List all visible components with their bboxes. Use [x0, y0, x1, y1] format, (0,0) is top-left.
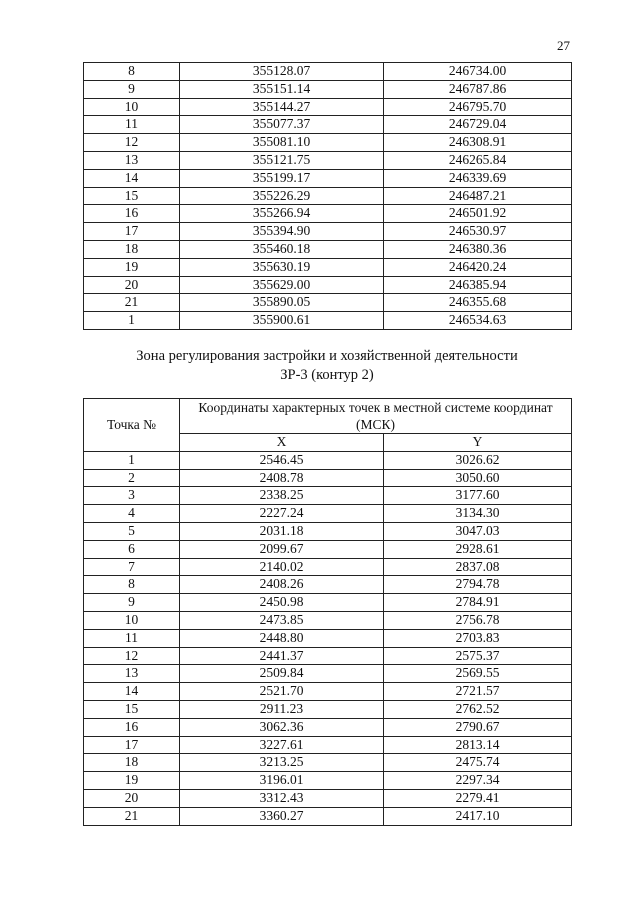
x-coordinate-cell: 2473.85 — [180, 611, 384, 629]
point-number-cell: 11 — [84, 116, 180, 134]
table-row — [84, 594, 572, 612]
y-coordinate-cell: 2928.61 — [384, 540, 572, 558]
y-coordinate-cell: 246501.92 — [384, 205, 572, 223]
x-column-header: X — [180, 434, 384, 452]
y-coordinate-cell: 246308.91 — [384, 134, 572, 152]
y-coordinate-cell: 2756.78 — [384, 611, 572, 629]
point-number-cell: 8 — [84, 63, 180, 81]
table-row — [84, 807, 572, 825]
y-coordinate-cell: 246787.86 — [384, 80, 572, 98]
table-row — [84, 134, 572, 152]
table-row — [84, 522, 572, 540]
y-coordinate-cell: 2790.67 — [384, 718, 572, 736]
point-number-cell: 16 — [84, 205, 180, 223]
point-number-cell: 19 — [84, 772, 180, 790]
x-coordinate-cell: 3227.61 — [180, 736, 384, 754]
point-number-cell: 20 — [84, 789, 180, 807]
x-coordinate-cell: 3196.01 — [180, 772, 384, 790]
table-row — [84, 505, 572, 523]
y-coordinate-cell: 246487.21 — [384, 187, 572, 205]
y-coordinate-cell: 3026.62 — [384, 451, 572, 469]
point-number-cell: 2 — [84, 469, 180, 487]
y-coordinate-cell: 2475.74 — [384, 754, 572, 772]
y-coordinate-cell: 246385.94 — [384, 276, 572, 294]
table-row — [84, 116, 572, 134]
table-row — [84, 80, 572, 98]
y-coordinate-cell: 2417.10 — [384, 807, 572, 825]
point-number-cell: 14 — [84, 683, 180, 701]
y-coordinate-cell: 246534.63 — [384, 312, 572, 330]
y-coordinate-cell: 2837.08 — [384, 558, 572, 576]
x-coordinate-cell: 3213.25 — [180, 754, 384, 772]
x-coordinate-cell: 2031.18 — [180, 522, 384, 540]
table-row — [84, 63, 572, 81]
table-row — [84, 665, 572, 683]
point-number-cell: 21 — [84, 807, 180, 825]
table-row — [84, 258, 572, 276]
table-row — [84, 312, 572, 330]
point-number-cell: 15 — [84, 187, 180, 205]
x-coordinate-cell: 3360.27 — [180, 807, 384, 825]
section-title-line2: ЗР-3 (контур 2) — [280, 367, 374, 383]
y-coordinate-cell: 246795.70 — [384, 98, 572, 116]
y-coordinate-cell: 2794.78 — [384, 576, 572, 594]
x-coordinate-cell: 355629.00 — [180, 276, 384, 294]
y-coordinate-cell: 2784.91 — [384, 594, 572, 612]
point-number-cell: 7 — [84, 558, 180, 576]
point-number-cell: 21 — [84, 294, 180, 312]
point-number-cell: 17 — [84, 736, 180, 754]
table-row — [84, 240, 572, 258]
point-number-cell: 8 — [84, 576, 180, 594]
y-coordinate-cell: 2721.57 — [384, 683, 572, 701]
point-number-cell: 1 — [84, 312, 180, 330]
section-caption — [83, 347, 571, 385]
x-coordinate-cell: 2546.45 — [180, 451, 384, 469]
section-title-line1: Зона регулирования застройки и хозяйственной деятельности — [136, 348, 518, 364]
y-coordinate-cell: 3134.30 — [384, 505, 572, 523]
x-coordinate-cell: 3062.36 — [180, 718, 384, 736]
x-coordinate-cell: 355199.17 — [180, 169, 384, 187]
x-coordinate-cell: 355128.07 — [180, 63, 384, 81]
table-row — [84, 611, 572, 629]
x-coordinate-cell: 355394.90 — [180, 223, 384, 241]
x-coordinate-cell: 355151.14 — [180, 80, 384, 98]
y-coordinate-cell: 246339.69 — [384, 169, 572, 187]
point-number-cell: 6 — [84, 540, 180, 558]
table-row — [84, 683, 572, 701]
table-row — [84, 736, 572, 754]
table2-header — [84, 399, 572, 452]
point-number-cell: 13 — [84, 151, 180, 169]
y-coordinate-cell: 2569.55 — [384, 665, 572, 683]
y-coordinate-cell: 2297.34 — [384, 772, 572, 790]
y-coordinate-cell: 246420.24 — [384, 258, 572, 276]
table-row — [84, 718, 572, 736]
point-number-cell: 9 — [84, 594, 180, 612]
page-number: 27 — [557, 38, 570, 53]
point-number-cell: 4 — [84, 505, 180, 523]
y-coordinate-cell: 2762.52 — [384, 700, 572, 718]
point-number-cell: 9 — [84, 80, 180, 98]
x-coordinate-cell: 355226.29 — [180, 187, 384, 205]
x-coordinate-cell: 3312.43 — [180, 789, 384, 807]
table-row — [84, 540, 572, 558]
y-column-header: Y — [384, 434, 572, 452]
table-row — [84, 151, 572, 169]
x-coordinate-cell: 2408.78 — [180, 469, 384, 487]
x-coordinate-cell: 355460.18 — [180, 240, 384, 258]
y-coordinate-cell: 246380.36 — [384, 240, 572, 258]
table-row — [84, 187, 572, 205]
table-row — [84, 558, 572, 576]
table2-header-row — [84, 399, 572, 434]
x-coordinate-cell: 2911.23 — [180, 700, 384, 718]
point-number-cell: 10 — [84, 611, 180, 629]
x-coordinate-cell: 355266.94 — [180, 205, 384, 223]
table2-body — [84, 451, 572, 825]
y-coordinate-cell: 3050.60 — [384, 469, 572, 487]
x-coordinate-cell: 355900.61 — [180, 312, 384, 330]
y-coordinate-cell: 3047.03 — [384, 522, 572, 540]
table-row — [84, 487, 572, 505]
table-row — [84, 223, 572, 241]
point-number-cell: 19 — [84, 258, 180, 276]
x-coordinate-cell: 2450.98 — [180, 594, 384, 612]
point-number-cell: 16 — [84, 718, 180, 736]
point-number-cell: 11 — [84, 629, 180, 647]
x-coordinate-cell: 355077.37 — [180, 116, 384, 134]
y-coordinate-cell: 246355.68 — [384, 294, 572, 312]
table-row — [84, 647, 572, 665]
table-row — [84, 469, 572, 487]
table-row — [84, 700, 572, 718]
x-coordinate-cell: 2140.02 — [180, 558, 384, 576]
coordinates-table-continued — [83, 62, 572, 330]
y-coordinate-cell: 3177.60 — [384, 487, 572, 505]
point-number-cell: 1 — [84, 451, 180, 469]
y-coordinate-cell: 2575.37 — [384, 647, 572, 665]
coordinates-table-zr3-contour2 — [83, 398, 572, 826]
y-coordinate-cell: 246734.00 — [384, 63, 572, 81]
y-coordinate-cell: 2279.41 — [384, 789, 572, 807]
x-coordinate-cell: 2338.25 — [180, 487, 384, 505]
table-row — [84, 294, 572, 312]
point-number-cell: 12 — [84, 647, 180, 665]
x-coordinate-cell: 2509.84 — [180, 665, 384, 683]
point-number-cell: 10 — [84, 98, 180, 116]
table-row — [84, 629, 572, 647]
point-number-cell: 20 — [84, 276, 180, 294]
x-coordinate-cell: 2448.80 — [180, 629, 384, 647]
y-coordinate-cell: 246265.84 — [384, 151, 572, 169]
x-coordinate-cell: 355630.19 — [180, 258, 384, 276]
table-row — [84, 576, 572, 594]
point-number-cell: 15 — [84, 700, 180, 718]
y-coordinate-cell: 2703.83 — [384, 629, 572, 647]
x-coordinate-cell: 2521.70 — [180, 683, 384, 701]
table-row — [84, 754, 572, 772]
x-coordinate-cell: 2408.26 — [180, 576, 384, 594]
x-coordinate-cell: 2227.24 — [180, 505, 384, 523]
table-row — [84, 451, 572, 469]
x-coordinate-cell: 2099.67 — [180, 540, 384, 558]
x-coordinate-cell: 355121.75 — [180, 151, 384, 169]
x-coordinate-cell: 2441.37 — [180, 647, 384, 665]
point-number-cell: 18 — [84, 240, 180, 258]
point-number-cell: 17 — [84, 223, 180, 241]
coordinates-header: Координаты характерных точек в местной системе координат (МСК) — [180, 399, 572, 434]
point-number-cell: 14 — [84, 169, 180, 187]
table-row — [84, 205, 572, 223]
table-row — [84, 98, 572, 116]
y-coordinate-cell: 2813.14 — [384, 736, 572, 754]
y-coordinate-cell: 246530.97 — [384, 223, 572, 241]
point-number-cell: 5 — [84, 522, 180, 540]
point-number-header: Точка № — [84, 399, 180, 452]
point-number-cell: 3 — [84, 487, 180, 505]
table-row — [84, 772, 572, 790]
x-coordinate-cell: 355081.10 — [180, 134, 384, 152]
x-coordinate-cell: 355890.05 — [180, 294, 384, 312]
point-number-cell: 18 — [84, 754, 180, 772]
table-row — [84, 276, 572, 294]
x-coordinate-cell: 355144.27 — [180, 98, 384, 116]
table-row — [84, 789, 572, 807]
y-coordinate-cell: 246729.04 — [384, 116, 572, 134]
table-row — [84, 169, 572, 187]
point-number-cell: 13 — [84, 665, 180, 683]
point-number-cell: 12 — [84, 134, 180, 152]
table1-body — [84, 63, 572, 330]
